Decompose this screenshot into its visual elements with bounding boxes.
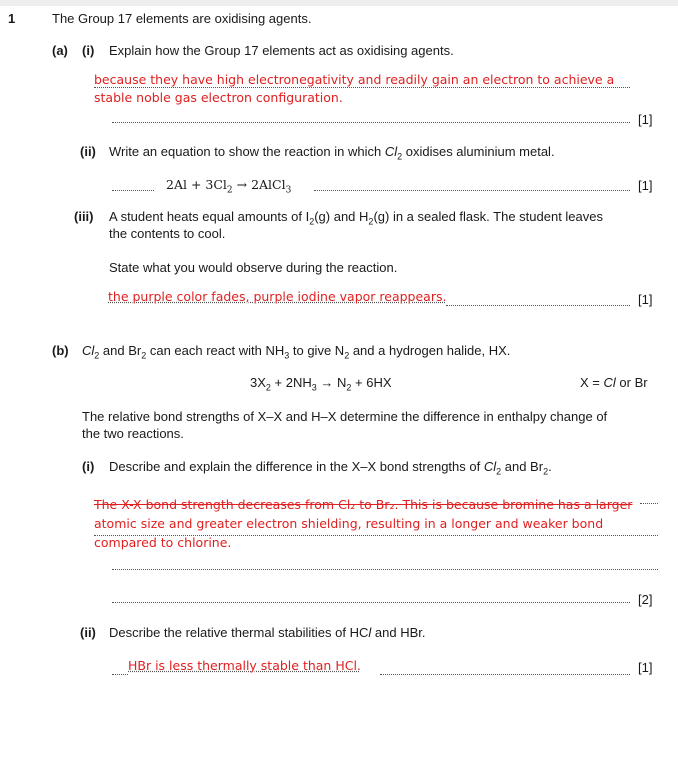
part-b-ii-question: Describe the relative thermal stabilities of HCl and HBr. [109, 625, 426, 640]
part-b-i-answer-line1: The X-X bond strength decreases from Cl₂ to Br₂. This is because bromine has a larger [94, 497, 633, 512]
part-a-iii-answer: the purple color fades, purple iodine vapor reappears. [108, 289, 447, 304]
part-a-iii-mark: [1] [638, 292, 653, 307]
question-number: 1 [8, 11, 16, 26]
answer-line [112, 190, 154, 191]
part-a-iii-prompt: State what you would observe during the reaction. [109, 260, 398, 275]
part-a-ii-equation: $2Al + 3Cl_2$ → 2AlCl$_3$ [166, 177, 292, 196]
answer-line [446, 305, 630, 306]
part-b-i-answer-line3: compared to chlorine. [94, 535, 232, 550]
part-a-i-question: Explain how the Group 17 elements act as oxidising agents. [109, 43, 454, 58]
part-a-iii-line1: A student heats equal amounts of $I_2(g)$ and $H_2(g)$ in a sealed flask. The student leaves [109, 209, 603, 227]
part-b-i-label: (i) [82, 459, 95, 474]
part-a-i-mark: [1] [638, 112, 653, 127]
question-intro: The Group 17 elements are oxidising agents. [52, 11, 312, 26]
part-b-x-definition: X = Cl or Br [580, 375, 648, 390]
answer-line [112, 674, 128, 675]
answer-line [112, 122, 630, 123]
part-b-i-question: Describe and explain the difference in the X–X bond strengths of $Cl_2$ and $Br_2$. [109, 459, 552, 477]
answer-line [640, 503, 658, 504]
part-b-i-mark: [2] [638, 592, 653, 607]
top-border [0, 0, 678, 6]
part-a-label: (a) [52, 43, 68, 58]
part-b-intro: $Cl_2$ and $Br_2$ can each react with $NH_3$ to give $N_2$ and a hydrogen halide, HX. [82, 343, 511, 361]
answer-line [380, 674, 630, 675]
part-b-equation: $3X_2 + 2NH_3 \to N_2 + 6HX$ [250, 375, 392, 393]
part-a-iii-line2: the contents to cool. [109, 226, 226, 241]
answer-line [94, 87, 630, 88]
part-a-ii-mark: [1] [638, 178, 653, 193]
part-b-i-answer-line2: atomic size and greater electron shielding, resulting in a longer and weaker bond [94, 516, 604, 531]
part-a-iii-label: (iii) [74, 209, 94, 224]
answer-line [112, 569, 658, 570]
part-b-label: (b) [52, 343, 69, 358]
part-b-ii-label: (ii) [80, 625, 96, 640]
part-b-ii-answer: HBr is less thermally stable than HCl. [128, 658, 361, 673]
part-a-i-answer-line2: stable noble gas electron configuration. [94, 90, 343, 105]
part-a-i-label: (i) [82, 43, 95, 58]
part-b-relative-line1: The relative bond strengths of X–X and H–X determine the difference in enthalpy change of [82, 409, 608, 424]
part-a-ii-label: (ii) [80, 144, 96, 159]
answer-line [112, 602, 630, 603]
part-a-ii-question: Write an equation to show the reaction in which $Cl_2$ oxidises aluminium metal. [109, 144, 555, 162]
part-a-i-answer-line1: because they have high electronegativity and readily gain an electron to achieve a [94, 72, 615, 87]
answer-line [314, 190, 630, 191]
part-b-ii-mark: [1] [638, 660, 653, 675]
part-b-relative-line2: the two reactions. [82, 426, 184, 441]
